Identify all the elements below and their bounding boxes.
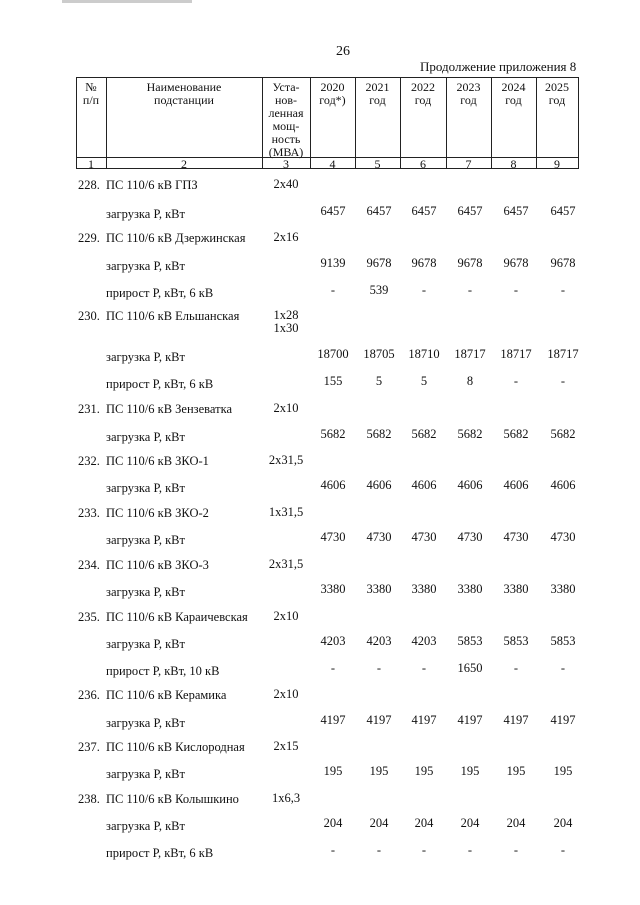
cell-value: 4730 — [411, 530, 437, 544]
substation-name: ПС 110/6 кВ Кислородная — [106, 740, 245, 754]
installed-power: 1х6,3 — [271, 791, 301, 805]
cell-value: - — [560, 283, 566, 297]
installed-power: 2х10 — [273, 609, 299, 623]
row-label: загрузка Р, кВт — [106, 350, 185, 364]
col-number: 7 — [465, 157, 472, 171]
header-power: Уста- нов- ленная мощ- ность (МВА) — [268, 80, 304, 159]
cell-value: 4606 — [320, 478, 346, 492]
cell-value: 3380 — [366, 582, 392, 596]
row-number: 233. — [78, 506, 100, 520]
installed-power: 2х15 — [273, 739, 299, 753]
cell-value: - — [513, 374, 519, 388]
substation-name: ПС 110/6 кВ Керамика — [106, 688, 227, 702]
installed-power: 2х31,5 — [268, 453, 304, 467]
row-label: прирост Р, кВт, 6 кВ — [106, 846, 214, 860]
cell-value: 5853 — [503, 634, 529, 648]
col-number: 5 — [374, 157, 381, 171]
cell-value: 4203 — [411, 634, 437, 648]
col-number: 6 — [420, 157, 426, 171]
cell-value: 9678 — [411, 256, 437, 270]
substation-name: ПС 110/6 кВ Караичевская — [106, 610, 248, 624]
cell-value: 5 — [375, 374, 383, 388]
cell-value: 4730 — [550, 530, 576, 544]
cell-value: 4197 — [411, 713, 437, 727]
row-number: 234. — [78, 558, 100, 572]
cell-value: - — [421, 661, 427, 675]
cell-value: 8 — [466, 374, 474, 388]
cell-value: 195 — [553, 764, 573, 778]
installed-power: 1х31,5 — [268, 505, 304, 519]
cell-value: - — [421, 843, 427, 857]
cell-value: - — [467, 843, 473, 857]
cell-value: 195 — [369, 764, 389, 778]
cell-value: 4606 — [366, 478, 392, 492]
col-number: 9 — [554, 157, 560, 171]
cell-value: 4606 — [550, 478, 576, 492]
cell-value: - — [376, 843, 382, 857]
header-name: Наименование подстанции — [146, 80, 222, 107]
cell-value: 4730 — [320, 530, 346, 544]
cell-value: 195 — [460, 764, 480, 778]
cell-value: - — [330, 843, 336, 857]
cell-value: 6457 — [457, 204, 483, 218]
cell-value: - — [467, 283, 473, 297]
cell-value: 4203 — [320, 634, 346, 648]
cell-value: 18705 — [363, 347, 395, 361]
cell-value: 204 — [369, 816, 389, 830]
cell-value: - — [330, 283, 336, 297]
installed-power: 1х28 1х30 — [273, 308, 299, 335]
cell-value: - — [560, 374, 566, 388]
row-number: 236. — [78, 688, 100, 702]
substation-name: ПС 110/6 кВ ЗКО-3 — [106, 558, 209, 572]
row-label: загрузка Р, кВт — [106, 533, 185, 547]
cell-value: 6457 — [411, 204, 437, 218]
row-number: 228. — [78, 178, 100, 192]
cell-value: - — [513, 661, 519, 675]
header-year-2023: 2023 год — [456, 80, 481, 107]
cell-value: 18700 — [317, 347, 349, 361]
cell-value: 6457 — [320, 204, 346, 218]
row-label: загрузка Р, кВт — [106, 481, 185, 495]
cell-value: 18717 — [454, 347, 486, 361]
cell-value: 6457 — [503, 204, 529, 218]
cell-value: 5682 — [457, 427, 483, 441]
installed-power: 2х40 — [273, 177, 299, 191]
cell-value: 4730 — [503, 530, 529, 544]
cell-value: 5682 — [503, 427, 529, 441]
cell-value: 5 — [420, 374, 428, 388]
row-number: 235. — [78, 610, 100, 624]
cell-value: 204 — [323, 816, 343, 830]
cell-value: 5853 — [457, 634, 483, 648]
cell-value: 9678 — [550, 256, 576, 270]
cell-value: 9678 — [503, 256, 529, 270]
row-label: загрузка Р, кВт — [106, 259, 185, 273]
installed-power: 2х10 — [273, 401, 299, 415]
row-label: прирост Р, кВт, 6 кВ — [106, 286, 214, 300]
cell-value: 5853 — [550, 634, 576, 648]
cell-value: 4606 — [503, 478, 529, 492]
cell-value: 195 — [506, 764, 526, 778]
substation-name: ПС 110/6 кВ Дзержинская — [106, 231, 246, 245]
cell-value: 3380 — [550, 582, 576, 596]
cell-value: 3380 — [411, 582, 437, 596]
col-number: 8 — [510, 157, 517, 171]
cell-value: 9678 — [457, 256, 483, 270]
col-number: 4 — [329, 157, 336, 171]
cell-value: 3380 — [457, 582, 483, 596]
cell-value: 4730 — [366, 530, 392, 544]
installed-power: 2х31,5 — [268, 557, 304, 571]
header-year-2020: 2020 год*) — [319, 80, 346, 107]
cell-value: 6457 — [366, 204, 392, 218]
cell-value: 195 — [414, 764, 434, 778]
scan-artifact — [62, 0, 192, 3]
cell-value: - — [560, 843, 566, 857]
substation-name: ПС 110/6 кВ Зензеватка — [106, 402, 233, 416]
cell-value: - — [513, 843, 519, 857]
row-number: 231. — [78, 402, 100, 416]
cell-value: 4197 — [366, 713, 392, 727]
cell-value: - — [376, 661, 382, 675]
installed-power: 2х10 — [273, 687, 299, 701]
substation-name: ПС 110/6 кВ Колышкино — [106, 792, 239, 806]
cell-value: - — [560, 661, 566, 675]
cell-value: 18717 — [500, 347, 532, 361]
cell-value: 155 — [323, 374, 343, 388]
row-label: прирост Р, кВт, 10 кВ — [106, 664, 220, 678]
cell-value: 204 — [506, 816, 526, 830]
cell-value: - — [330, 661, 336, 675]
row-number: 237. — [78, 740, 100, 754]
header-year-2025: 2025 год — [545, 80, 569, 107]
col-number: 2 — [181, 157, 187, 171]
cell-value: 204 — [460, 816, 480, 830]
row-label: загрузка Р, кВт — [106, 637, 185, 651]
cell-value: 204 — [414, 816, 434, 830]
substation-name: ПС 110/6 кВ Ельшанская — [106, 309, 240, 323]
header-year-2021: 2021 год — [365, 80, 390, 107]
cell-value: 9139 — [320, 256, 346, 270]
cell-value: 3380 — [503, 582, 529, 596]
cell-value: 4197 — [457, 713, 483, 727]
cell-value: 3380 — [320, 582, 346, 596]
continuation-note: Продолжение приложения 8 — [420, 59, 577, 74]
cell-value: 1650 — [457, 661, 483, 675]
cell-value: - — [513, 283, 519, 297]
header-no: № п/п — [82, 80, 100, 107]
cell-value: 4730 — [457, 530, 483, 544]
cell-value: 539 — [369, 283, 389, 297]
row-number: 232. — [78, 454, 100, 468]
cell-value: 4203 — [366, 634, 392, 648]
cell-value: 9678 — [366, 256, 392, 270]
cell-value: 4606 — [457, 478, 483, 492]
cell-value: 6457 — [550, 204, 576, 218]
cell-value: 5682 — [411, 427, 437, 441]
cell-value: 18710 — [408, 347, 440, 361]
substation-name: ПС 110/6 кВ ЗКО-2 — [106, 506, 209, 520]
cell-value: 5682 — [366, 427, 392, 441]
row-label: загрузка Р, кВт — [106, 430, 185, 444]
col-number: 1 — [88, 157, 94, 171]
substation-name: ПС 110/6 кВ ГПЗ — [106, 178, 198, 192]
cell-value: 5682 — [550, 427, 576, 441]
cell-value: 4606 — [411, 478, 437, 492]
cell-value: 195 — [323, 764, 343, 778]
row-label: загрузка Р, кВт — [106, 819, 185, 833]
cell-value: 204 — [553, 816, 573, 830]
row-label: загрузка Р, кВт — [106, 207, 185, 221]
row-number: 230. — [78, 309, 100, 323]
substation-name: ПС 110/6 кВ ЗКО-1 — [106, 454, 209, 468]
col-number: 3 — [283, 157, 289, 171]
cell-value: 18717 — [547, 347, 579, 361]
cell-value: 4197 — [320, 713, 346, 727]
row-number: 229. — [78, 231, 100, 245]
page-number: 26 — [336, 44, 350, 59]
row-number: 238. — [78, 792, 100, 806]
cell-value: 4197 — [550, 713, 576, 727]
installed-power: 2х16 — [273, 230, 299, 244]
row-label: загрузка Р, кВт — [106, 767, 185, 781]
cell-value: 4197 — [503, 713, 529, 727]
cell-value: - — [421, 283, 427, 297]
row-label: загрузка Р, кВт — [106, 585, 185, 599]
cell-value: 5682 — [320, 427, 346, 441]
row-label: загрузка Р, кВт — [106, 716, 185, 730]
header-year-2022: 2022 год — [411, 80, 435, 107]
header-year-2024: 2024 год — [501, 80, 526, 107]
row-label: прирост Р, кВт, 6 кВ — [106, 377, 214, 391]
